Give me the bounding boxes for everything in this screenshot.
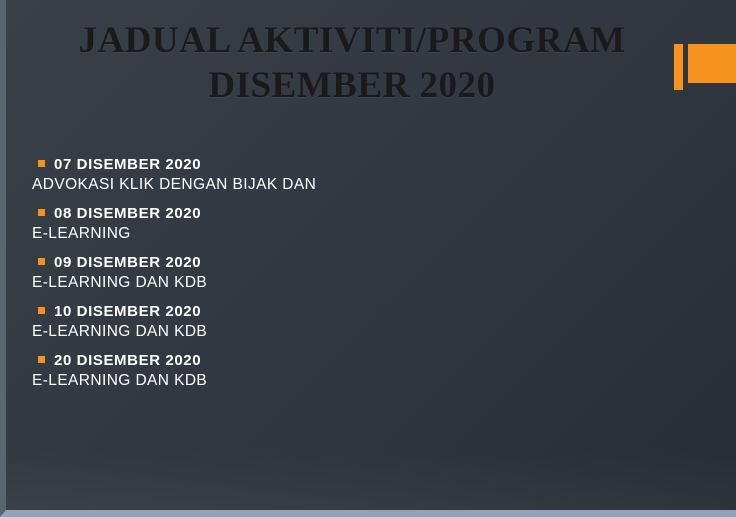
slide-title-line-2: DISEMBER 2020 [208,65,496,107]
accent-bar-thick-icon [688,44,736,83]
schedule-activity: E-LEARNING DAN KDB [32,372,208,389]
schedule-date-row [32,254,696,271]
accent-bar-thin-icon [674,44,683,90]
square-bullet-icon [38,209,45,216]
slide-title [42,18,662,108]
schedule-list [32,156,696,401]
schedule-date-row [32,352,696,369]
schedule-date: 10 DISEMBER 2020 [54,303,202,320]
schedule-activity: ADVOKASI KLIK DENGAN BIJAK DAN [32,176,317,193]
schedule-activity: E-LEARNING [32,225,131,242]
list-item [32,254,696,292]
schedule-date-row [32,205,696,222]
list-item [32,352,696,390]
schedule-date: 08 DISEMBER 2020 [54,205,202,222]
square-bullet-icon [38,160,45,167]
square-bullet-icon [38,258,45,265]
schedule-date: 20 DISEMBER 2020 [54,352,202,369]
schedule-activity: E-LEARNING DAN KDB [32,323,208,340]
schedule-activity: E-LEARNING DAN KDB [32,274,208,291]
square-bullet-icon [38,307,45,314]
schedule-date-row [32,303,696,320]
list-item [32,205,696,243]
square-bullet-icon [38,356,45,363]
accent-decoration [674,44,736,90]
list-item [32,303,696,341]
list-item [32,156,696,194]
slide-title-line-1: JADUAL AKTIVITI/PROGRAM [78,20,626,61]
schedule-date-row [32,156,696,173]
schedule-date: 09 DISEMBER 2020 [54,254,202,271]
schedule-date: 07 DISEMBER 2020 [54,156,202,173]
